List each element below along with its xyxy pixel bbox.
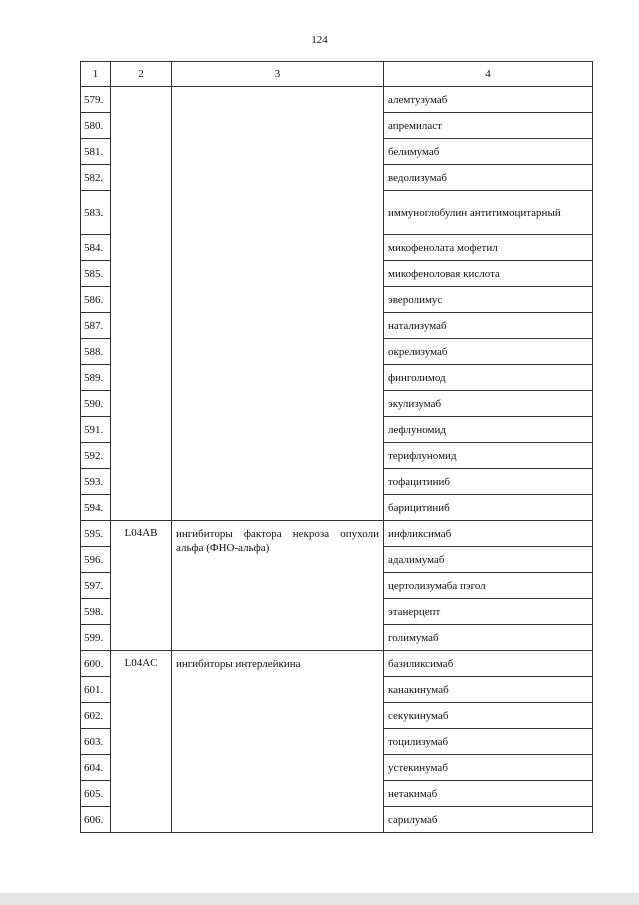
drug-name: базиликсимаб (384, 651, 593, 677)
group-description: ингибиторы фактора некроза опухоли альфа (ФНО-альфа) (172, 521, 384, 651)
row-number: 606. (81, 807, 111, 833)
page-number: 124 (311, 34, 328, 46)
row-number: 600. (81, 651, 111, 677)
row-number: 601. (81, 677, 111, 703)
header-col-1: 1 (81, 62, 111, 87)
atc-code: L04AB (111, 521, 172, 651)
drug-name: тоцилизумаб (384, 729, 593, 755)
drug-name: адалимумаб (384, 547, 593, 573)
row-number: 598. (81, 599, 111, 625)
row-number: 588. (81, 339, 111, 365)
drug-name: эверолимус (384, 287, 593, 313)
header-col-2: 2 (111, 62, 172, 87)
table-header-row (81, 62, 593, 87)
row-number: 580. (81, 113, 111, 139)
drug-name: алемтузумаб (384, 87, 593, 113)
atc-code: L04AC (111, 651, 172, 833)
row-number: 581. (81, 139, 111, 165)
row-number: 592. (81, 443, 111, 469)
row-number: 585. (81, 261, 111, 287)
row-number: 593. (81, 469, 111, 495)
table-row (81, 87, 593, 113)
drug-name: секукинумаб (384, 703, 593, 729)
row-number: 603. (81, 729, 111, 755)
row-number: 579. (81, 87, 111, 113)
row-number: 597. (81, 573, 111, 599)
drug-name: терифлуномид (384, 443, 593, 469)
row-number: 583. (81, 191, 111, 235)
group-description: ингибиторы интерлейкина (172, 651, 384, 833)
drug-name: экулизумаб (384, 391, 593, 417)
drug-name: иммуноглобулин антитимоцитарный (384, 191, 593, 235)
table-row (81, 521, 593, 547)
drug-name: лефлуномид (384, 417, 593, 443)
atc-code (111, 87, 172, 521)
row-number: 584. (81, 235, 111, 261)
row-number: 582. (81, 165, 111, 191)
drug-name: финголимод (384, 365, 593, 391)
drug-name: натализумаб (384, 313, 593, 339)
row-number: 587. (81, 313, 111, 339)
drug-name: устекинумаб (384, 755, 593, 781)
footer-strip (0, 893, 639, 905)
drug-name: этанерцепт (384, 599, 593, 625)
drug-name: апремиласт (384, 113, 593, 139)
row-number: 591. (81, 417, 111, 443)
drug-name: микофенолата мофетил (384, 235, 593, 261)
table-body (81, 87, 593, 833)
drug-name: цертолизумаба пэгол (384, 573, 593, 599)
drug-name: инфликсимаб (384, 521, 593, 547)
drug-name: белимумаб (384, 139, 593, 165)
row-number: 596. (81, 547, 111, 573)
drug-name: ведолизумаб (384, 165, 593, 191)
group-description (172, 87, 384, 521)
row-number: 590. (81, 391, 111, 417)
drug-name: микофеноловая кислота (384, 261, 593, 287)
row-number: 594. (81, 495, 111, 521)
drug-name: окрелизумаб (384, 339, 593, 365)
row-number: 602. (81, 703, 111, 729)
row-number: 604. (81, 755, 111, 781)
drug-name: голимумаб (384, 625, 593, 651)
row-number: 589. (81, 365, 111, 391)
header-col-3: 3 (172, 62, 384, 87)
header-col-4: 4 (384, 62, 593, 87)
drug-name: канакинумаб (384, 677, 593, 703)
drug-table (80, 61, 593, 833)
drug-name: тофацитиниб (384, 469, 593, 495)
row-number: 586. (81, 287, 111, 313)
drug-name: барицитиниб (384, 495, 593, 521)
row-number: 595. (81, 521, 111, 547)
drug-name: нетакимаб (384, 781, 593, 807)
table-row (81, 651, 593, 677)
drug-name: сарилумаб (384, 807, 593, 833)
row-number: 605. (81, 781, 111, 807)
row-number: 599. (81, 625, 111, 651)
